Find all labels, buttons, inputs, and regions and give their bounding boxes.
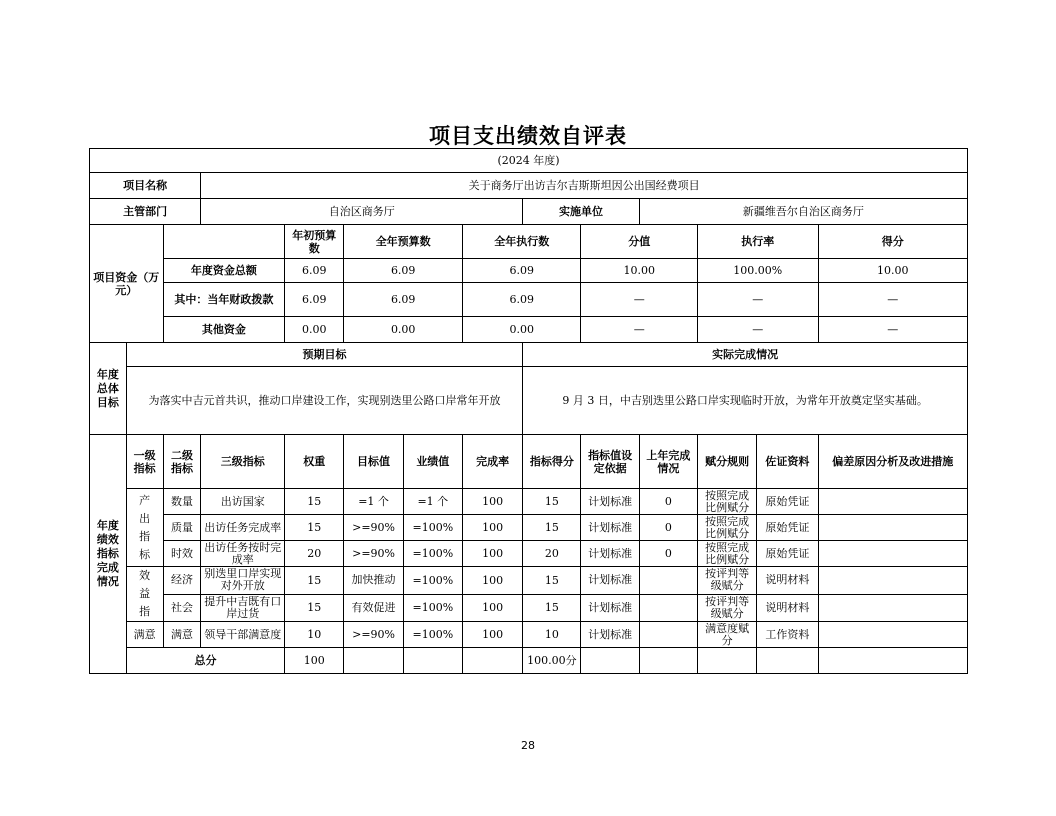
indicator-l3: 出访任务完成率 [201,515,285,541]
evaluation-table [89,148,968,674]
indicator-weight: 20 [285,541,344,567]
indicator-l2: 经济 [163,567,201,595]
indicator-actual: =100% [403,594,462,622]
indicator-basis: 计划标准 [581,489,639,515]
indicator-reason [818,567,967,595]
indicator-evidence: 说明材料 [757,594,818,622]
indicator-row [90,594,968,622]
fund-label: 项目资金（万元） [90,225,164,343]
indicator-l2: 满意 [163,622,201,648]
fund-cell: — [697,283,818,317]
fund-header-annual-execution: 全年执行数 [462,225,581,259]
indicator-actual: =1 个 [403,489,462,515]
fund-cell: — [581,317,698,343]
indicator-last-year [639,594,697,622]
indicator-row [90,567,968,595]
indicator-rule: 满意度赋分 [697,622,756,648]
dept-label: 主管部门 [90,199,201,225]
indicator-l3: 提升中吉既有口岸过货 [201,594,285,622]
header-basis: 指标值设定依据 [581,435,639,489]
fund-row-label: 其他资金 [163,317,285,343]
indicator-row [90,489,968,515]
indicator-header-row [90,435,968,489]
indicator-evidence: 说明材料 [757,567,818,595]
indicator-l2: 社会 [163,594,201,622]
total-blank [818,648,967,674]
total-label: 总分 [126,648,284,674]
indicator-rule: 按照完成比例赋分 [697,541,756,567]
page-number: 28 [521,739,535,752]
indicator-evidence: 原始凭证 [757,541,818,567]
indicator-l2: 数量 [163,489,201,515]
fund-cell: 6.09 [344,259,463,283]
indicator-target: >=90% [344,541,403,567]
indicator-target: >=90% [344,622,403,648]
fund-cell: 6.09 [344,283,463,317]
total-blank [581,648,639,674]
indicator-l2: 时效 [163,541,201,567]
indicator-rate: 100 [462,541,522,567]
total-blank [462,648,522,674]
indicator-target: >=90% [344,515,403,541]
header-evidence: 佐证资料 [757,435,818,489]
expected-goal-header: 预期目标 [126,343,522,367]
indicator-row [90,622,968,648]
header-score: 指标得分 [523,435,581,489]
indicator-l1: 满意 [126,622,163,648]
fund-cell: 10.00 [818,259,967,283]
indicator-score: 15 [523,567,581,595]
fund-cell: 0.00 [285,317,344,343]
fund-cell: 6.09 [462,259,581,283]
fund-cell: — [581,283,698,317]
fund-row-fiscal [90,283,968,317]
indicator-score: 15 [523,594,581,622]
impl-label: 实施单位 [523,199,640,225]
actual-result-header: 实际完成情况 [523,343,968,367]
fund-cell: 6.09 [462,283,581,317]
indicator-actual: =100% [403,541,462,567]
indicator-target: 有效促进 [344,594,403,622]
fund-row-total [90,259,968,283]
header-reason: 偏差原因分析及改进措施 [818,435,967,489]
fund-header-execution-rate: 执行率 [697,225,818,259]
indicator-l1: 产出指标 [126,489,163,567]
indicator-score: 15 [523,489,581,515]
header-actual: 业绩值 [403,435,462,489]
total-blank [639,648,697,674]
indicator-actual: =100% [403,622,462,648]
indicator-basis: 计划标准 [581,567,639,595]
header-last-year: 上年完成情况 [639,435,697,489]
header-target: 目标值 [344,435,403,489]
indicator-reason [818,594,967,622]
header-l2: 二级指标 [163,435,201,489]
fund-cell: 0.00 [344,317,463,343]
indicator-l3: 领导干部满意度 [201,622,285,648]
header-rate: 完成率 [462,435,522,489]
fund-header-initial-budget: 年初预算数 [285,225,344,259]
impl-value: 新疆维吾尔自治区商务厅 [639,199,967,225]
project-name-label: 项目名称 [90,173,201,199]
indicator-row [90,541,968,567]
total-weight: 100 [285,648,344,674]
indicator-evidence: 工作资料 [757,622,818,648]
indicator-l3: 出访任务按时完成率 [201,541,285,567]
indicator-evidence: 原始凭证 [757,489,818,515]
indicator-reason [818,489,967,515]
indicator-weight: 15 [285,489,344,515]
indicator-evidence: 原始凭证 [757,515,818,541]
indicator-l2: 质量 [163,515,201,541]
year-cell: (2024 年度) [90,149,968,173]
header-weight: 权重 [285,435,344,489]
fund-cell: — [818,283,967,317]
indicator-basis: 计划标准 [581,594,639,622]
indicator-rule: 按评判等级赋分 [697,567,756,595]
indicator-row [90,515,968,541]
indicator-l3: 别迭里口岸实现对外开放 [201,567,285,595]
fund-header-score: 得分 [818,225,967,259]
indicator-weight: 10 [285,622,344,648]
indicator-reason [818,541,967,567]
fund-cell: — [818,317,967,343]
fund-cell: 100.00% [697,259,818,283]
indicator-score: 10 [523,622,581,648]
fund-header-points: 分值 [581,225,698,259]
header-l1: 一级指标 [126,435,163,489]
expected-goal-text: 为落实中吉元首共识，推动口岸建设工作，实现别迭里公路口岸常年开放 [126,367,522,435]
fund-row-label: 其中：当年财政拨款 [163,283,285,317]
indicator-target: 加快推动 [344,567,403,595]
header-rule: 赋分规则 [697,435,756,489]
indicator-actual: =100% [403,515,462,541]
header-l3: 三级指标 [201,435,285,489]
indicator-weight: 15 [285,515,344,541]
indicator-rate: 100 [462,622,522,648]
total-blank [344,648,403,674]
fund-header-blank [163,225,285,259]
indicator-rule: 按照完成比例赋分 [697,489,756,515]
total-row [90,648,968,674]
fund-cell: 10.00 [581,259,698,283]
goal-label: 年度总体目标 [90,343,127,435]
fund-row-other [90,317,968,343]
fund-row-label: 年度资金总额 [163,259,285,283]
indicator-actual: =100% [403,567,462,595]
indicator-basis: 计划标准 [581,515,639,541]
fund-cell: — [697,317,818,343]
actual-result-text: 9 月 3 日，中吉别迭里公路口岸实现临时开放，为常年开放奠定坚实基础。 [523,367,968,435]
fund-cell: 0.00 [462,317,581,343]
indicator-last-year: 0 [639,515,697,541]
indicator-basis: 计划标准 [581,622,639,648]
indicator-last-year: 0 [639,489,697,515]
fund-cell: 6.09 [285,259,344,283]
indicator-l1: 效益指 [126,567,163,622]
indicator-last-year [639,622,697,648]
indicator-l3: 出访国家 [201,489,285,515]
indicator-rate: 100 [462,567,522,595]
perf-label: 年度绩效指标完成情况 [90,435,127,674]
indicator-reason [818,622,967,648]
indicator-basis: 计划标准 [581,541,639,567]
indicator-rule: 按照完成比例赋分 [697,515,756,541]
indicator-last-year [639,567,697,595]
fund-cell: 6.09 [285,283,344,317]
indicator-target: =1 个 [344,489,403,515]
indicator-score: 20 [523,541,581,567]
indicator-weight: 15 [285,594,344,622]
total-blank [403,648,462,674]
indicator-weight: 15 [285,567,344,595]
indicator-reason [818,515,967,541]
indicator-rule: 按评判等级赋分 [697,594,756,622]
indicator-score: 15 [523,515,581,541]
total-score: 100.00分 [523,648,581,674]
indicator-rate: 100 [462,594,522,622]
total-blank [697,648,756,674]
total-blank [757,648,818,674]
indicator-rate: 100 [462,489,522,515]
indicator-last-year: 0 [639,541,697,567]
dept-value: 自治区商务厅 [201,199,523,225]
project-name-value: 关于商务厅出访吉尔吉斯斯坦因公出国经费项目 [201,173,968,199]
indicator-rate: 100 [462,515,522,541]
page-title: 项目支出绩效自评表 [429,124,627,148]
fund-header-annual-budget: 全年预算数 [344,225,463,259]
